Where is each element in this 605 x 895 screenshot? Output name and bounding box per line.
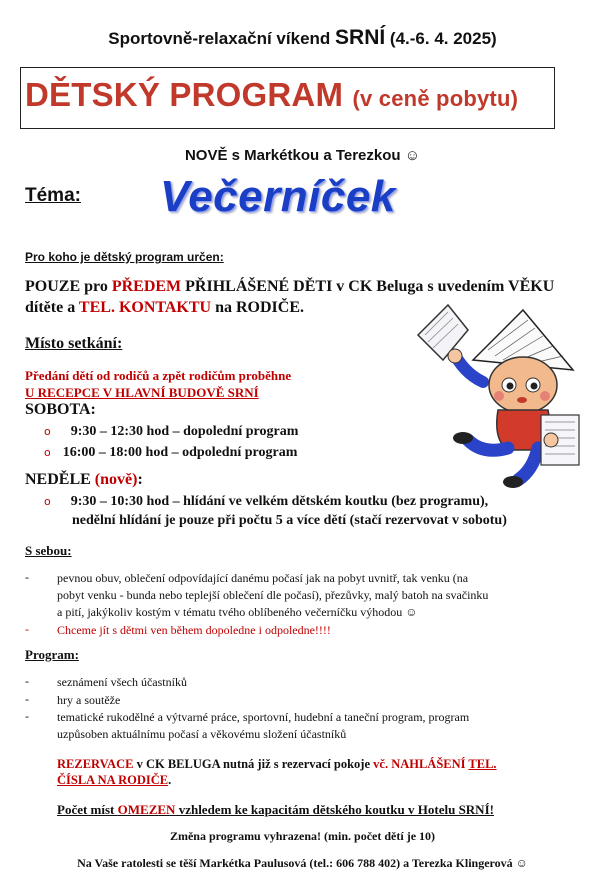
footer-contact: Na Vaše ratolesti se těší Markétka Paulusová (tel.: 606 788 402) a Terezka Klingerová ☺: [77, 856, 528, 870]
event-title-prefix: Sportovně-relaxační víkend: [108, 29, 336, 48]
saturday-afternoon: 16:00 – 18:00 hod – odpolední program: [62, 445, 298, 460]
audience-text-1: POUZE pro: [25, 278, 112, 295]
program-item: hry a soutěže: [57, 693, 121, 707]
bring-item: [57, 570, 557, 621]
capacity-limited: OMEZEN: [117, 802, 176, 817]
reservation-parents-numbers: ČÍSLA NA RODIČE: [57, 773, 169, 787]
saturday-item: [44, 422, 298, 440]
event-title-place: SRNÍ: [335, 26, 386, 49]
program-title-note: (v ceně pobytu): [352, 86, 519, 111]
audience-heading: Pro koho je dětský program určen:: [25, 250, 224, 264]
reservation-red: vč. NAHLÁŠENÍ: [373, 757, 469, 771]
event-dates: (4.-6. 4. 2025): [385, 29, 497, 48]
dash-bullet: -: [25, 674, 29, 688]
bullet-icon: o: [44, 425, 51, 438]
bullet-icon: o: [44, 446, 51, 459]
program-item: [57, 709, 552, 743]
event-title: [0, 26, 605, 50]
theme-label: Téma:: [25, 185, 81, 206]
sunday-line1: 9:30 – 10:30 hod – hlídání ve velkém dětském koutku (bez programu),: [70, 494, 489, 509]
sunday-item: [44, 492, 488, 510]
bring-item-line: a pití, jakýkoliv kostým v tématu tvého oblíbeného večerníčku výhodou ☺: [57, 605, 418, 619]
saturday-morning: 9:30 – 12:30 hod – dopolední program: [70, 424, 299, 439]
bring-heading: S sebou:: [25, 543, 72, 558]
dash-bullet: -: [25, 570, 29, 584]
reservation-note: [57, 756, 552, 788]
program-title: [25, 76, 555, 114]
meeting-info: [25, 367, 291, 401]
capacity-note: [57, 802, 494, 818]
program-title-main: DĚTSKÝ PROGRAM: [25, 76, 353, 113]
capacity-text-2: vzhledem ke kapacitám dětského koutku v Hotelu SRNÍ!: [175, 802, 494, 817]
capacity-text-1: Počet míst: [57, 802, 118, 817]
audience-text-3: PŘIHLÁŠENÉ DĚTI v CK Beluga s uvedením VĚKU dítěte a: [25, 278, 555, 316]
reservation-text: v CK BELUGA nutná již s rezervací pokoje: [133, 757, 374, 771]
sunday-new-tag: (nově): [94, 471, 138, 488]
saturday-label: SOBOTA:: [25, 401, 96, 418]
audience-text-4: TEL. KONTAKTU: [78, 299, 212, 316]
dash-bullet: -: [25, 692, 29, 706]
meeting-heading: Místo setkání:: [25, 335, 123, 352]
sunday-colon: :: [137, 471, 143, 488]
vecernicek-illustration: [413, 290, 583, 490]
audience-text-2: PŘEDEM: [111, 278, 182, 295]
dash-bullet: -: [25, 622, 29, 636]
program-item: seznámení všech účastníků: [57, 675, 187, 689]
sunday-label: [25, 471, 143, 489]
reservation-tel: TEL.: [468, 757, 497, 771]
reservation-period: .: [168, 773, 172, 787]
sunday-label-text: NEDĚLE: [25, 471, 95, 488]
bullet-icon: o: [44, 495, 51, 508]
dash-bullet: -: [25, 709, 29, 723]
meeting-place: U RECEPCE V HLAVNÍ BUDOVĚ SRNÍ: [25, 385, 259, 400]
change-note: Změna programu vyhrazena! (min. počet dětí je 10): [169, 829, 436, 843]
meeting-info-line1: Předání dětí od rodičů a zpět rodičům proběhne: [25, 368, 292, 383]
theme-title: Večerníček: [160, 172, 396, 221]
sunday-line2: nedělní hlídání je pouze při počtu 5 a více dětí (stačí rezervovat v sobotu): [72, 513, 507, 528]
reservation-word: REZERVACE: [57, 757, 134, 771]
bring-item-line: pobyt venku - bunda nebo teplejší oblečení dle počasí), přezůvky, malý batoh na svačinku: [57, 588, 489, 602]
saturday-item: [44, 443, 297, 461]
program-item-line: uzpůsoben aktuálnímu počasí a věkovému složení účastníků: [57, 727, 347, 741]
bring-item-line: pevnou obuv, oblečení odpovídající danému počasí jak na pobyt uvnitř, tak venku (na: [57, 571, 469, 585]
audience-text-5: na RODIČE.: [211, 299, 304, 316]
hosts-note: NOVĚ s Markétkou a Terezkou ☺: [184, 147, 421, 164]
program-heading: Program:: [25, 647, 79, 662]
program-item-line: tematické rukodělné a výtvarné práce, sportovní, hudební a taneční program, program: [57, 710, 470, 724]
outdoor-note: Chceme jít s dětmi ven během dopoledne i odpoledne!!!!: [57, 623, 331, 637]
